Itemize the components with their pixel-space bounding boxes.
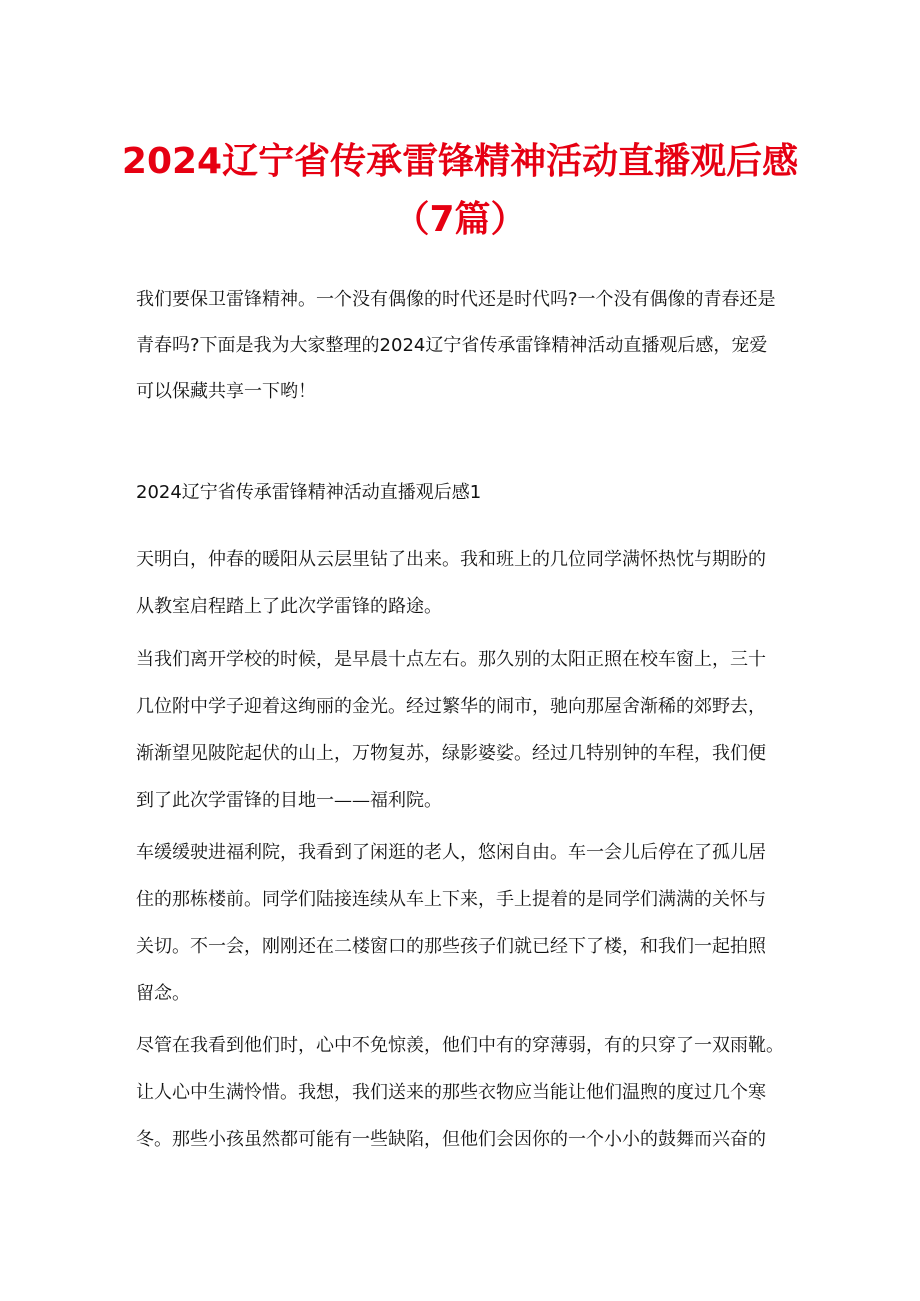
intro-line-2: 青春吗?下面是我为大家整理的2024辽宁省传承雷锋精神活动直播观后感，宠爱 — [136, 335, 768, 356]
body-line-7: 车缓缓驶进福利院，我看到了闲逛的老人，悠闲自由。车一会儿后停在了孤儿居 — [136, 842, 766, 863]
body-line-9: 关切。不一会，刚刚还在二楼窗口的那些孩子们就已经下了楼，和我们一起拍照 — [136, 936, 766, 957]
document-title-line-1: 2024辽宁省传承雷锋精神活动直播观后感 — [121, 141, 799, 182]
section-heading: 2024辽宁省传承雷锋精神活动直播观后感1 — [136, 482, 482, 503]
body-line-10: 留念。 — [136, 983, 190, 1004]
body-line-11: 尽管在我看到他们时，心中不免惊羡，他们中有的穿薄弱，有的只穿了一双雨靴。 — [136, 1035, 784, 1056]
body-line-1: 天明白，仲春的暖阳从云层里钻了出来。我和班上的几位同学满怀热忱与期盼的 — [136, 549, 766, 570]
body-line-6: 到了此次学雷锋的目地一——福利院。 — [136, 790, 442, 811]
body-line-5: 渐渐望见陂陀起伏的山上，万物复苏，绿影婆娑。经过几特别钟的车程，我们便 — [136, 743, 766, 764]
intro-line-3: 可以保藏共享一下哟！ — [136, 381, 316, 402]
body-line-3: 当我们离开学校的时候，是早晨十点左右。那久别的太阳正照在校车窗上，三十 — [136, 649, 766, 670]
body-line-2: 从教室启程踏上了此次学雷锋的路途。 — [136, 596, 442, 617]
intro-line-1: 我们要保卫雷锋精神。一个没有偶像的时代还是时代吗?一个没有偶像的青春还是 — [136, 289, 776, 310]
document-title-line-2: （7篇） — [393, 199, 527, 240]
body-line-4: 几位附中学子迎着这绚丽的金光。经过繁华的闹市，驰向那屋舍渐稀的郊野去， — [136, 696, 766, 717]
body-line-8: 住的那栋楼前。同学们陆接连续从车上下来，手上提着的是同学们满满的关怀与 — [136, 889, 766, 910]
body-line-13: 冬。那些小孩虽然都可能有一些缺陷，但他们会因你的一个小小的鼓舞而兴奋的 — [136, 1129, 766, 1150]
body-line-12: 让人心中生满怜惜。我想，我们送来的那些衣物应当能让他们温煦的度过几个寒 — [136, 1082, 766, 1103]
